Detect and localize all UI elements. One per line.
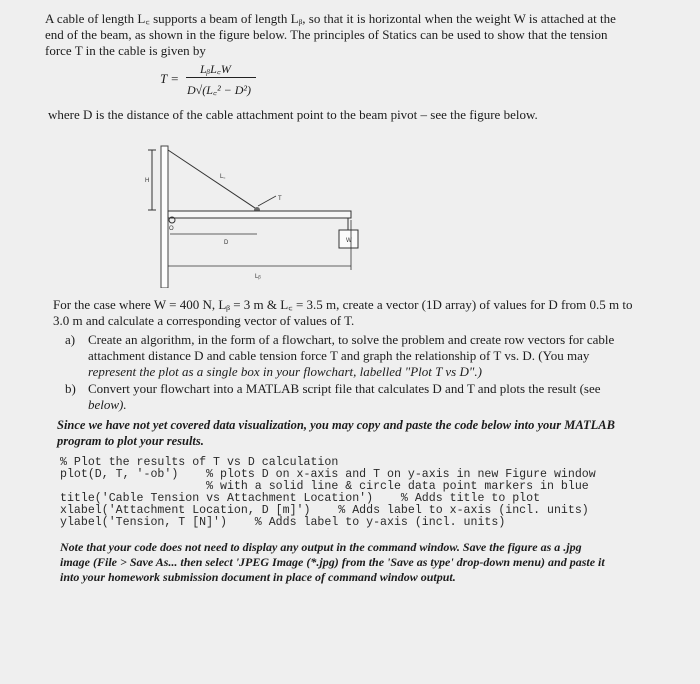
tension-arrow (258, 196, 276, 206)
formula-numerator: LᵦL꜀W (200, 62, 231, 76)
task-b-line-2: below). (88, 397, 127, 412)
code-line-6: ylabel('Tension, T [N]') % Adds label to y-axis (incl. units) (60, 516, 506, 529)
note2-line-3: into your homework submission document in place of command window output. (60, 570, 456, 584)
fraction-bar (186, 77, 256, 78)
note2-line-2: image (File > Save As... then select 'JPEG Image (*.jpg) from the 'Save as type' drop-down menu) and paste it (60, 555, 605, 569)
code-line-5: xlabel('Attachment Location, D [m]') % Adds label to x-axis (incl. units) (60, 504, 589, 517)
task-a-line-2: attachment distance D and cable tension force T and graph the relationship of T vs. D. (You may (88, 348, 590, 363)
intro-line-1: A cable of length L꜀ supports a beam of length Lᵦ, so that it is horizontal when the weight W is attached at the (45, 11, 616, 26)
formula-lhs: T = (160, 71, 180, 86)
code-line-4: title('Cable Tension vs Attachment Location') % Adds title to plot (60, 492, 541, 505)
label-lc: L꜀ (220, 174, 226, 180)
label-t: T (278, 196, 282, 202)
task-a-line-3: represent the plot as a single box in your flowchart, labelled "Plot T vs D".) (88, 364, 482, 379)
intro-line-2: end of the beam, as shown in the figure below. The principles of Statics can be used to show that the tension (45, 27, 608, 42)
task-b-line-1: Convert your flowchart into a MATLAB script file that calculates D and T and plots the result (see (88, 381, 601, 396)
task-a-marker: a) (65, 332, 76, 347)
beam-figure (140, 138, 375, 288)
code-line-1: % Plot the results of T vs D calculation (60, 456, 339, 469)
case-line-1: For the case where W = 400 N, Lᵦ = 3 m & L꜀ = 3.5 m, create a vector (1D array) of values for D from 0.5 m to (53, 297, 633, 312)
code-line-2: plot(D, T, '-ob') % plots D on x-axis and T on y-axis in new Figure window (60, 468, 596, 481)
cable-line (168, 150, 258, 210)
intro-line-3: force T in the cable is given by (45, 43, 206, 58)
note1-line-1: Since we have not yet covered data visualization, you may copy and paste the code below into your MATLAB (57, 418, 615, 432)
formula-denominator: D√(L꜀² − D²) (187, 83, 252, 97)
label-lb: Lᵦ (255, 274, 261, 280)
task-b-marker: b) (65, 381, 76, 396)
note2-line-1: Note that your code does not need to display any output in the command window. Save the figure as a .jpg (60, 540, 582, 554)
note1-line-2: program to plot your results. (57, 434, 204, 448)
case-line-2: 3.0 m and calculate a corresponding vector of values of T. (53, 313, 355, 328)
task-a-line-1: Create an algorithm, in the form of a flowchart, to solve the problem and create row vectors for cable (88, 332, 615, 347)
label-h: H (145, 178, 150, 184)
label-d: D (224, 240, 229, 246)
where-line: where D is the distance of the cable attachment point to the beam pivot – see the figure below. (48, 107, 538, 122)
beam (168, 211, 351, 218)
label-o: O (169, 226, 174, 232)
code-line-3: % with a solid line & circle data point markers in blue (60, 480, 589, 493)
wall (161, 146, 168, 288)
label-w: W (346, 238, 352, 244)
